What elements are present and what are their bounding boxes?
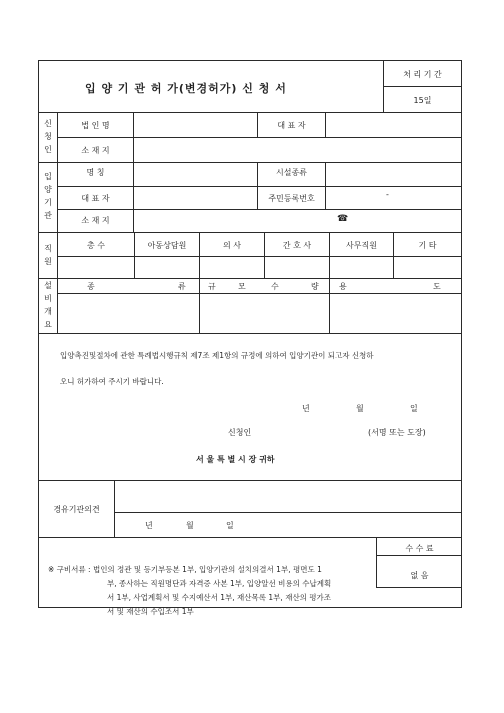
staff-col-doctor: 의 사 — [223, 241, 241, 250]
facility-col-use-b: 도 — [433, 282, 441, 291]
staff-col-office: 사무직원 — [346, 241, 377, 250]
facility-col-qty-a: 수 — [271, 282, 279, 291]
fee-label: 수 수 료 — [405, 544, 434, 553]
frame-left — [38, 60, 39, 608]
staff-col-nurse: 간 호 사 — [282, 241, 312, 250]
corp-name-label: 법 인 명 — [81, 121, 110, 130]
facility-section-label: 설 비 개 요 — [44, 281, 52, 329]
statement-line-1: 입양촉진및절차에 관한 특례법시행규칙 제7조 제1항의 규정에 의하여 입양기관이 되고자 신청하 — [60, 351, 374, 360]
facility-col-kind-b: 류 — [178, 282, 186, 291]
staff-row-line — [57, 256, 462, 257]
frame-bottom — [38, 607, 462, 608]
applicant-section-label: 신 청 인 — [44, 119, 52, 154]
attachments-line-2: 부, 종사하는 직원명단과 자격증 사본 1부, 입양알선 비용의 수납계획 — [107, 579, 332, 588]
statement-line-2: 오니 허가하여 주시기 바랍니다. — [60, 377, 164, 386]
frame-right — [461, 60, 462, 608]
agency-representative-label: 대 표 자 — [81, 194, 110, 203]
signature-label: (서명 또는 도장) — [368, 428, 426, 437]
period-divider — [383, 86, 461, 87]
facility-col-qty-b: 량 — [311, 282, 319, 291]
agency-bottom-line — [38, 232, 462, 233]
fee-value: 없 음 — [410, 571, 429, 580]
processing-period-label: 처 리 기 간 — [403, 70, 442, 79]
applicant-sign-label: 신청인 — [228, 428, 252, 437]
facility-bottom-line — [38, 333, 462, 334]
agency-row-line-2 — [57, 209, 462, 210]
via-month: 월 — [186, 521, 194, 530]
applicant-bottom-line — [38, 162, 462, 163]
frame-top — [38, 60, 462, 61]
via-bottom-line — [38, 537, 462, 538]
staff-col-counselor: 아동상담원 — [147, 241, 187, 250]
facility-col-2 — [329, 278, 330, 333]
applicant-address-label: 소 재 지 — [81, 146, 110, 155]
facility-col-use-a: 용 — [339, 282, 347, 291]
agency-section-label: 입 양 기 관 — [44, 172, 52, 220]
form-title: 입 양 기 관 허 가(변경허가) 신 청 서 — [85, 82, 287, 95]
agency-label-col — [133, 162, 134, 232]
via-year: 년 — [145, 521, 153, 530]
facility-col-1 — [199, 278, 200, 333]
rrn-dash: - — [386, 190, 389, 199]
agency-name-label: 명 칭 — [86, 168, 105, 177]
applicant-row-line — [57, 137, 462, 138]
applicant-mid-col-b — [325, 112, 326, 137]
staff-col-4 — [329, 232, 330, 278]
statement-bottom-line — [38, 480, 462, 481]
attachments-line-3: 서 1부, 사업계획서 및 수지예산서 1부, 재산목록 1부, 재산의 평가조 — [107, 593, 332, 602]
staff-bottom-line — [38, 278, 462, 279]
agency-address-label: 소 재 지 — [81, 216, 110, 225]
statement-year: 년 — [302, 404, 310, 413]
statement-day: 일 — [410, 404, 418, 413]
facility-row-line — [57, 293, 462, 294]
facility-col-kind-a: 종 — [87, 282, 95, 291]
staff-section-label: 직 원 — [44, 244, 52, 266]
via-label: 경유기관의견 — [53, 505, 100, 514]
facility-col-size-b: 모 — [238, 282, 246, 291]
fee-bottom-line — [376, 587, 462, 588]
staff-col-other: 기 타 — [418, 241, 437, 250]
facility-type-label: 시설종류 — [276, 168, 307, 177]
via-row-line — [114, 512, 462, 513]
staff-col-2 — [199, 232, 200, 278]
addressee: 서 울 특 별 시 장 귀하 — [196, 455, 275, 464]
staff-col-total: 총 수 — [87, 241, 105, 250]
via-col-line — [114, 480, 115, 537]
via-day: 일 — [226, 521, 234, 530]
facility-col-size-a: 규 — [208, 282, 216, 291]
staff-col-1 — [134, 232, 135, 278]
title-bottom-line — [38, 112, 462, 113]
processing-period-value: 15일 — [413, 96, 432, 105]
staff-col-5 — [393, 232, 394, 278]
fee-row-line — [376, 555, 462, 556]
facility-col-line — [57, 278, 58, 333]
applicant-representative-label: 대 표 자 — [277, 121, 306, 130]
agency-row-line-1 — [57, 186, 462, 187]
attachments-line-1: ※ 구비서류 : 법인의 정관 및 등기부등본 1부, 입양기관의 설치의결서 1부, 평면도 1 — [48, 565, 322, 574]
staff-col-3 — [264, 232, 265, 278]
attachments-line-4: 서 및 재산의 수입조서 1부 — [107, 607, 194, 616]
rrn-label: 주민등록번호 — [268, 194, 315, 203]
statement-month: 월 — [356, 404, 364, 413]
telephone-icon: ☎ — [337, 214, 349, 224]
